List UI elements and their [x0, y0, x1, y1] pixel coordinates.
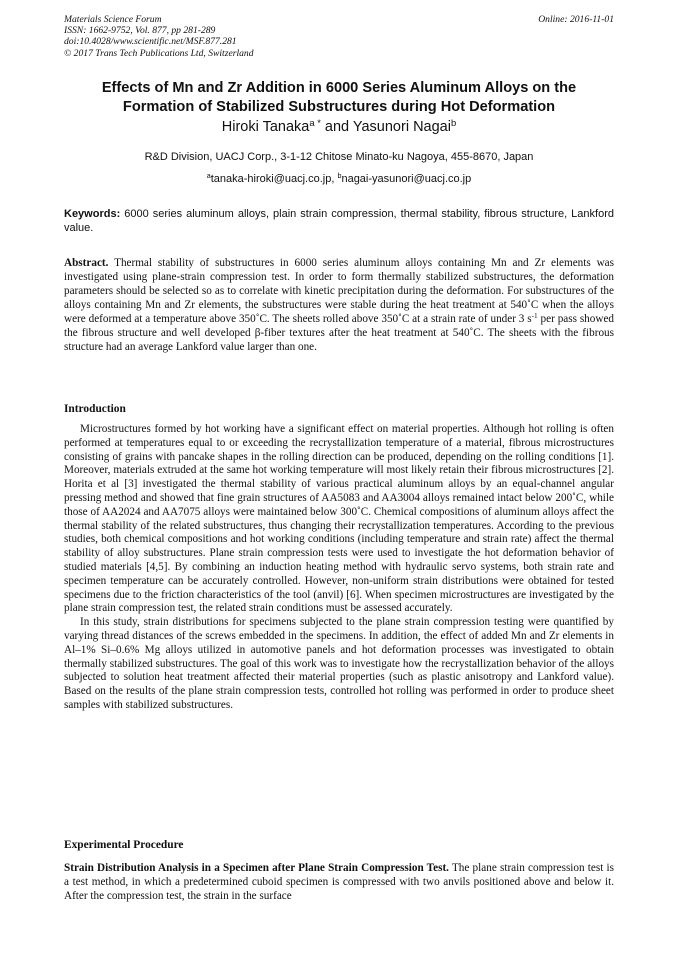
author-2: Yasunori Nagai — [352, 119, 451, 135]
journal-header — [64, 14, 614, 59]
author-2-marker: b — [450, 116, 457, 128]
title-line-2: Formation of Stabilized Substructures during Hot Deformation — [122, 98, 556, 115]
introduction-paragraph-1: Microstructures formed by hot working have a significant effect on material properties. Although hot rolling is often performed at temperatures equal to or exceeding the recrystallization temperature of a material, fibrous microstructures consisting of grains with pancake shapes in the rolling direction can be produced, depending on the rolling conditions [1]. Moreover, materials extruded at the same hot working temperature will most likely retain their fibrous microstructures [2]. Horita et al [3] investigated the thermal stability of various practical aluminum alloys by an equal-channel angular pressing method and showed that fine grain structures of AA5083 and AA3004 alloys remained intact below 200˚C, while those of AA2024 and AA7075 alloys were maintained below 300˚C. Chemical compositions of aluminum alloys affect the thermal stability of the related substructures, thus changing their recrystallization temperatures. According to the previous studies, both chemical compositions and hot working conditions (including temperature and strain rate) affect the thermal stability of alloy substructures. Plane strain compression tests were used to investigate the hot deformation behavior of studied materials [4,5]. By combining an induction heating method with hydraulic servo systems, both strain rate and specimen temperature can be accurately controlled. However, non-uniform strain distributions were obtained for tested specimens due to the friction characteristics of the tool (anvil) [6]. When specimen microstructures are investigated by the plane strain compression test, the related strain conditions must be assessed accurately. — [64, 423, 614, 615]
introduction-body — [64, 423, 614, 713]
email-a: tanaka-hiroki@uacj.co.jp, — [210, 173, 338, 185]
journal-copyright: © 2017 Trans Tech Publications Ltd, Switzerland — [64, 47, 254, 59]
abstract — [64, 256, 614, 354]
author-list — [64, 118, 614, 136]
affiliation: R&D Division, UACJ Corp., 3-1-12 Chitose Minato-ku Nagoya, 455-8670, Japan — [144, 151, 534, 163]
abstract-label: Abstract. — [64, 257, 109, 269]
experimental-paragraph-1: The plane strain compression test is a test method, in which a predetermined cuboid specimen is compressed with two anvils positioned above and below it. After the compression test, the strain in the surface — [64, 862, 614, 902]
author-1: Hiroki Tanaka — [221, 119, 310, 135]
title-line-1: Effects of Mn and Zr Addition in 6000 Series Aluminum Alloys on the — [101, 80, 577, 96]
online-date: Online: 2016-11-01 — [538, 14, 614, 25]
abstract-superscript: -1 — [531, 312, 538, 320]
journal-name: Materials Science Forum — [64, 14, 162, 25]
introduction-paragraph-2: In this study, strain distributions for specimens subjected to the plane strain compression testing were quantified by varying thread distances of the screws embedded in the specimens. In addition, the effect of added Mn and Zr elements in Al–1% Si–0.6% Mg alloys utilized in automotive panels and hot deformation processes was investigated to obtain thermally stabilized substructures. The goal of this work was to investigate how the recrystallization behavior of the alloys subjected to solution heat treatment affected their material properties (such as plastic anisotropy and Lankford value). Based on the results of the plane strain compression tests, controlled hot rolling was performed in order to produce sheet samples with stabilized substructures. — [64, 616, 614, 711]
journal-doi: doi:10.4028/www.scientific.net/MSF.877.281 — [64, 36, 237, 48]
experimental-heading: Experimental Procedure — [64, 839, 184, 851]
keywords-text: 6000 series aluminum alloys, plain strain compression, thermal stability, fibrous structure, Lankford value. — [64, 208, 614, 234]
introduction-heading: Introduction — [64, 403, 126, 415]
author-conjunction: and — [320, 119, 353, 135]
experimental-subheading: Strain Distribution Analysis in a Specimen after Plane Strain Compression Test. — [64, 862, 449, 874]
keywords — [64, 207, 614, 235]
experimental-body — [64, 862, 614, 903]
author-1-marker: a * — [309, 116, 321, 128]
journal-issn: ISSN: 1662-9752, Vol. 877, pp 281-289 — [64, 25, 216, 37]
abstract-text-1: Thermal stability of substructures in 6000 series aluminum alloys containing Mn and Zr elements was investigated using plane-strain compression test. In order to form thermally stabilized substructures, the deformation parameters should be selected so as to correlate with kinetic precipitation during the deformation. For substructures of the alloys containing Mn and Zr elements, the substructures were stable during the heat treatment at 540˚C when the alloys were deformed at a temperature above 350˚C. The sheets rolled above 350˚C at a strain rate of under 3 s — [64, 257, 614, 325]
keywords-label: Keywords: — [64, 208, 121, 220]
email-a-marker: a — [206, 172, 211, 181]
abstract-text-2: per pass showed the fibrous structure and well developed β-fiber textures after the heat treatment at 540˚C. The sheets with the fibrous structure had an average Lankford value larger than one. — [64, 313, 615, 353]
paper-title — [64, 79, 614, 116]
email-b-marker: b — [337, 172, 342, 181]
email-b: nagai-yasunori@uacj.co.jp — [341, 173, 472, 185]
author-emails — [64, 173, 614, 186]
